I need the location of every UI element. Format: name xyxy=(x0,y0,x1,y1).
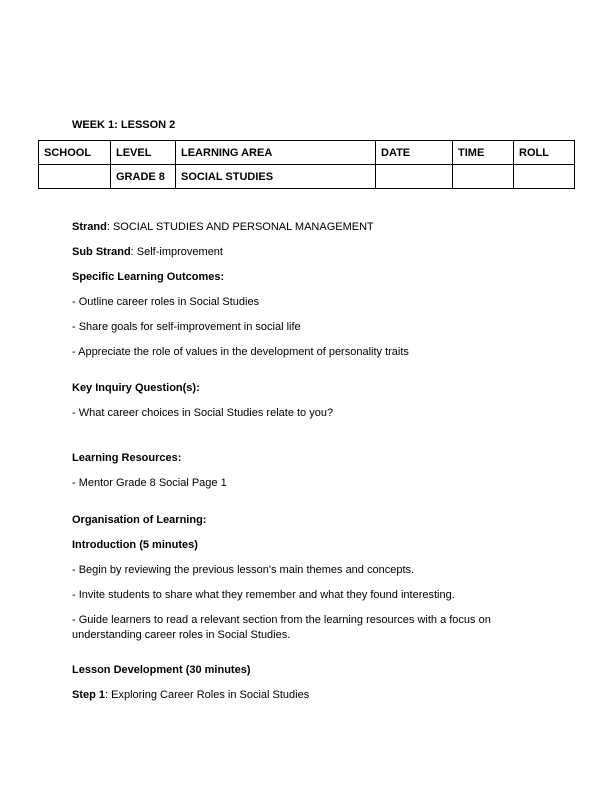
table-header-roll: ROLL xyxy=(514,141,575,165)
strand-line xyxy=(72,220,540,235)
table-header-learning-area: LEARNING AREA xyxy=(176,141,376,165)
table-value-row xyxy=(39,165,575,189)
introduction-item: - Guide learners to read a relevant section from the learning resources with a focus on understanding career roles in Social Studies. xyxy=(72,614,491,641)
strand-value: : SOCIAL STUDIES AND PERSONAL MANAGEMENT xyxy=(106,221,374,233)
cell-level-value: GRADE 8 xyxy=(111,165,176,189)
sub-strand-label: Sub Strand xyxy=(72,246,131,258)
resource-item: - Mentor Grade 8 Social Page 1 xyxy=(72,477,227,489)
step1-value: : Exploring Career Roles in Social Studies xyxy=(105,689,310,701)
cell-learning-area-value: SOCIAL STUDIES xyxy=(176,165,376,189)
key-inquiry-heading: Key Inquiry Question(s): xyxy=(72,382,200,394)
organisation-heading: Organisation of Learning: xyxy=(72,514,207,526)
outcome-item: - Appreciate the role of values in the development of personality traits xyxy=(72,346,409,358)
cell-roll-value xyxy=(514,165,575,189)
lesson-body xyxy=(72,220,540,713)
lesson-info-table xyxy=(38,140,575,189)
resources-heading: Learning Resources: xyxy=(72,452,182,464)
table-header-school: SCHOOL xyxy=(39,141,111,165)
step1-label: Step 1 xyxy=(72,689,106,701)
table-header-level: LEVEL xyxy=(111,141,176,165)
lesson-development-heading: Lesson Development (30 minutes) xyxy=(72,664,251,676)
sub-strand-value: : Self-improvement xyxy=(130,246,223,258)
table-header-date: DATE xyxy=(376,141,453,165)
section-spacer xyxy=(72,370,540,381)
section-spacer xyxy=(72,653,540,663)
cell-school-value xyxy=(39,165,111,189)
cell-time-value xyxy=(453,165,514,189)
introduction-item: - Invite students to share what they remember and what they found interesting. xyxy=(72,589,455,601)
sub-strand-line xyxy=(72,245,540,260)
introduction-heading: Introduction (5 minutes) xyxy=(72,539,198,551)
table-header-row xyxy=(39,141,575,165)
cell-date-value xyxy=(376,165,453,189)
introduction-item: - Begin by reviewing the previous lesson's main themes and concepts. xyxy=(72,564,415,576)
table-header-time: TIME xyxy=(453,141,514,165)
section-spacer xyxy=(72,501,540,513)
key-inquiry-item: - What career choices in Social Studies relate to you? xyxy=(72,407,334,419)
lesson-title: WEEK 1: LESSON 2 xyxy=(72,119,176,131)
strand-label: Strand xyxy=(72,221,107,233)
section-spacer xyxy=(72,431,540,451)
outcome-item: - Share goals for self-improvement in social life xyxy=(72,321,301,333)
outcomes-heading: Specific Learning Outcomes: xyxy=(72,271,225,283)
step1-line xyxy=(72,688,540,703)
outcome-item: - Outline career roles in Social Studies xyxy=(72,296,260,308)
